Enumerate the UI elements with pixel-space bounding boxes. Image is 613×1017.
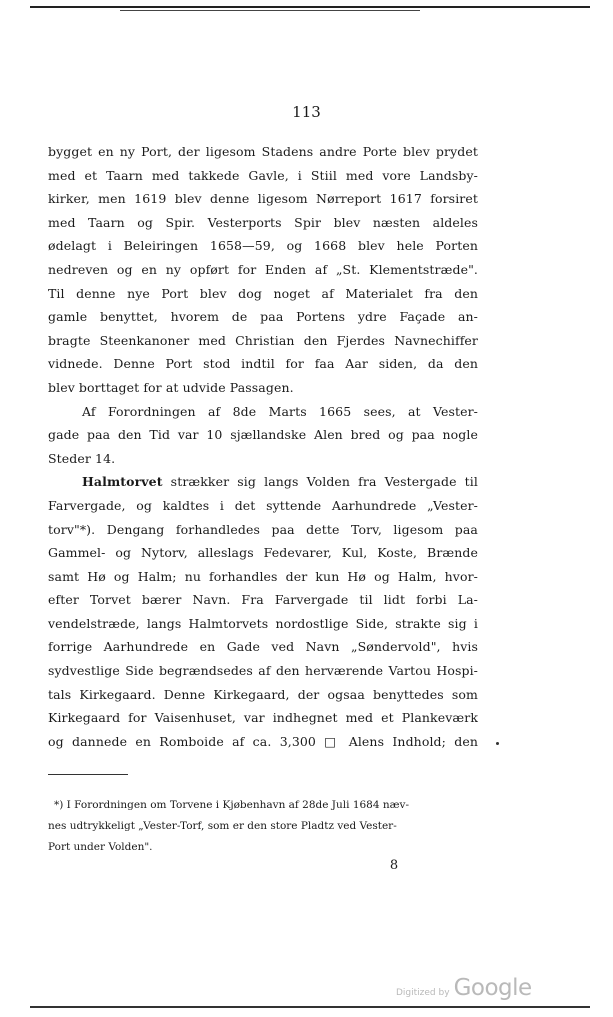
text-line: forrige Aarhundrede en Gade ved Navn „Søndervold", hvis	[48, 639, 478, 655]
page-number: 113	[292, 103, 321, 121]
text-line: bragte Steenkanoner med Christian den Fjerdes Navnechiffer	[48, 332, 478, 348]
text-line: torv"*). Dengang forhandledes paa dette Torv, ligesom paa	[48, 521, 478, 537]
text-line: Kirkegaard for Vaisenhuset, var indhegnet med et Plankeværk	[48, 710, 478, 726]
text-line: efter Torvet bærer Navn. Fra Farvergade til lidt forbi La-	[48, 592, 478, 608]
body-text	[48, 140, 478, 753]
text-line: og dannede en Romboide af ca. 3,300 □ Alens Indhold; den	[48, 733, 478, 749]
top-edge-rule-secondary	[120, 10, 420, 11]
text-line: vidnede. Denne Port stod indtil for faa Aar siden, da den	[48, 356, 478, 372]
text-line: bygget en ny Port, der ligesom Stadens andre Porte blev prydet	[48, 144, 478, 159]
text-line: nedreven og en ny opført for Enden af „St. Klementstræde".	[48, 261, 478, 277]
section-heading-halmtorvet: Halmtorvet	[82, 474, 163, 490]
footnote-line: nes udtrykkeligt „Vester-Torf, som er den store Pladtz ved Vester-	[48, 820, 397, 832]
text-line: samt Hø og Halm; nu forhandles der kun Hø og Halm, hvor-	[48, 568, 478, 584]
text-line: Steder 14.	[48, 450, 116, 466]
signature-mark	[0, 858, 613, 873]
text-line: ødelagt i Beleiringen 1658—59, og 1668 blev hele Porten	[48, 238, 478, 254]
top-edge-rule	[30, 6, 590, 8]
footnote-line: Port under Volden".	[48, 841, 153, 853]
text-line: Af Forordningen af 8de Marts 1665 sees, at Vester-	[82, 403, 478, 419]
margin-dot	[496, 742, 499, 745]
text-line	[48, 470, 478, 494]
bottom-edge-rule	[30, 1006, 590, 1008]
google-watermark	[396, 975, 532, 1001]
text-line-rest: strækker sig langs Volden fra Vestergade til	[162, 474, 478, 490]
text-line: gade paa den Tid var 10 sjællandske Alen bred og paa nogle	[48, 427, 478, 443]
text-line: blev borttaget for at udvide Passagen.	[48, 379, 294, 395]
text-line: med Taarn og Spir. Vesterports Spir blev næsten aldeles	[48, 214, 478, 230]
text-line: med et Taarn med takkede Gavle, i Stiil med vore Landsby-	[48, 167, 478, 183]
text-line: tals Kirkegaard. Denne Kirkegaard, der ogsaa benyttedes som	[48, 686, 478, 702]
text-line: Gammel- og Nytorv, alleslags Fedevarer, Kul, Koste, Brænde	[48, 545, 478, 561]
text-line: gamle benyttet, hvorem de paa Portens ydre Façade an-	[48, 309, 478, 325]
text-line: sydvestlige Side begrændsedes af den herværende Vartou Hospi-	[48, 663, 478, 679]
watermark-brand: Google	[453, 975, 532, 1001]
footnotes	[48, 795, 478, 858]
text-line: Til denne nye Port blev dog noget af Materialet fra den	[48, 285, 478, 301]
text-line: kirker, men 1619 blev denne ligesom Nørreport 1617 forsiret	[48, 191, 478, 207]
signature-number: 8	[389, 858, 399, 873]
footnote-rule	[48, 774, 128, 775]
watermark-digitized-by: Digitized by	[396, 988, 450, 998]
footnote-line: *) I Forordningen om Torvene i Kjøbenhavn af 28de Juli 1684 næv-	[54, 799, 409, 811]
text-line: Farvergade, og kaldtes i det syttende Aarhundrede „Vester-	[48, 497, 478, 513]
text-line: vendelstræde, langs Halmtorvets nordostlige Side, strakte sig i	[48, 615, 478, 631]
